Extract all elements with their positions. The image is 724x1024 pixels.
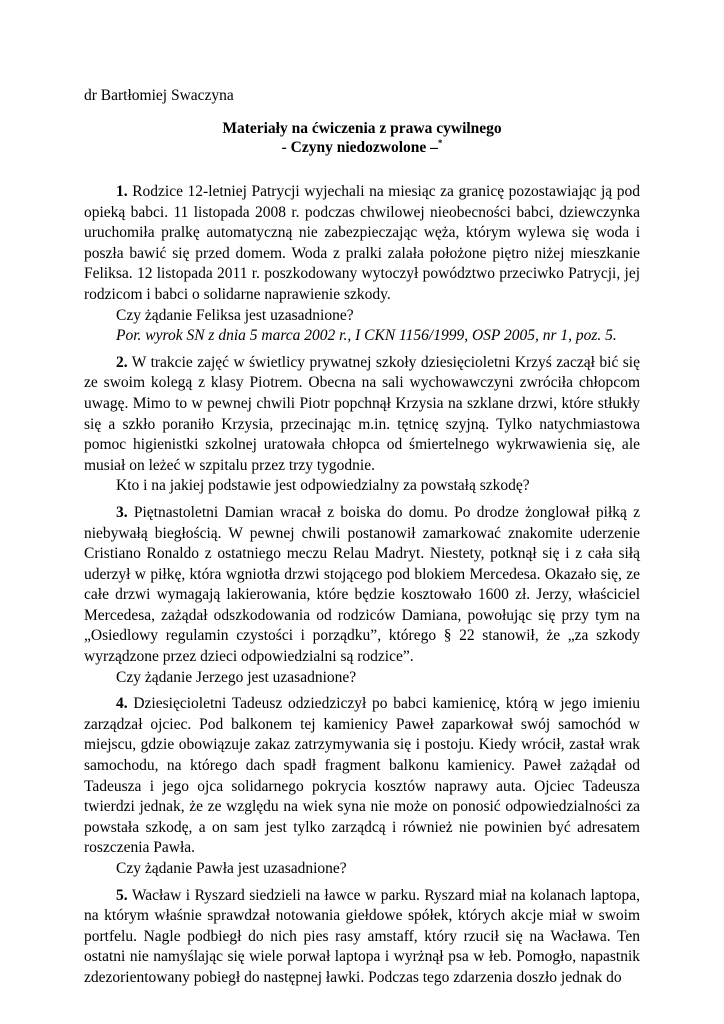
case-3-text: [84, 503, 640, 668]
title-line-2-text: - Czyny niedozwolone –: [281, 139, 438, 156]
case-5-text: [84, 886, 640, 989]
case-3-body: Piętnastoletni Damian wracał z boiska do domu. Po drodze żonglował piłką z niebywałą biegłością. W pewnej chwili postanowił zamarkować znakomite uderzenie Cristiano Ronaldo z ostatniego meczu Relau Madryt. Niestety, potknął się i z cała siłą uderzył w piłkę, która wgniotła drzwi stojącego pod blokiem Mercedesa. Okazało się, ze całe drzwi wymagają lakierowania, które będzie kosztowało 1600 zł. Jerzy, właściciel Mercedesa, zażądał odszkodowania od rodziców Damiana, powołując się przy tym na „Osiedlowy regulamin czystości i porządku”, którego § 22 stanowił, że „za szkody wyrządzone przez dzieci odpowiedzialni są rodzice”.: [84, 503, 640, 666]
case-4-text: [84, 694, 640, 859]
document-body: [84, 182, 640, 989]
case-2-number: 2.: [116, 353, 128, 371]
case-3-question: Czy żądanie Jerzego jest uzasadnione?: [116, 668, 357, 686]
case-1-reference: Por. wyrok SN z dnia 5 marca 2002 r., I CKN 1156/1999, OSP 2005, nr 1, poz. 5.: [116, 327, 617, 345]
case-2-body: W trakcie zajęć w świetlicy prywatnej szkoły dziesięcioletni Krzyś zaczął bić się ze swoim kolegą z klasy Piotrem. Obecna na sali wychowawczyni zwróciła chłopcom uwagę. Mimo to w pewnej chwili Piotr popchnął Krzysia na szklane drzwi, które stłukły się a szkło poraniło Krzysia, przecinając m.in. tętnicę szyjną. Tylko natychmiastowa pomoc higienistki szkolnej uratowała chłopca od śmiertelnego wykrwawienia się, ale musiał on leżeć w szpitalu przez trzy tygodnie.: [84, 353, 640, 474]
case-2-text: [84, 353, 640, 477]
case-1-body: Rodzice 12-letniej Patrycji wyjechali na miesiąc za granicę pozostawiając ją pod opieką babci. 11 listopada 2008 r. podczas chwilowej nieobecności babci, dziewczynka uruchomiła pralkę automatyczną nie zabezpieczając węża, którym wylewa się woda i poszła bawić się przed domem. Woda z pralki zalała położone piętro niżej mieszkanie Feliksa. 12 listopada 2011 r. poszkodowany wytoczył powództwo przeciwko Patrycji, jej rodzicom i babci o solidarne naprawienie szkody.: [84, 183, 640, 303]
case-5-number: 5.: [116, 886, 128, 904]
case-4-question: Czy żądanie Pawła jest uzasadnione?: [116, 860, 347, 877]
author-name: dr Bartłomiej Swaczyna: [84, 87, 234, 104]
case-1-text: [84, 182, 640, 306]
case-1-number: 1.: [116, 183, 128, 200]
title-line-2: [84, 138, 640, 157]
title-line-1: Materiały na ćwiczenia z prawa cywilnego: [222, 120, 502, 137]
case-1-question: Czy żądanie Feliksa jest uzasadnione?: [116, 306, 354, 324]
case-4-number: 4.: [116, 695, 128, 713]
document-title: [84, 119, 640, 157]
case-2-question: Kto i na jakiej podstawie jest odpowiedzialny za powstałą szkodę?: [116, 477, 530, 495]
footnote-mark: *: [437, 138, 443, 148]
case-3-number: 3.: [116, 503, 128, 521]
case-4-body: Dziesięcioletni Tadeusz odziedziczył po babci kamienicę, którą w jego imieniu zarządzał ojciec. Pod balkonem tej kamienicy Paweł zaparkował swój samochód w miejscu, gdzie obowiązuje zakaz zatrzymywania się i postoju. Kiedy wrócił, zastał wrak samochodu, na którego dach spadł fragment balkonu kamienicy. Paweł zażądał od Tadeusza i jego ojca solidarnego pokrycia kosztów naprawy auta. Ojciec Tadeusza twierdzi jednak, że ze względu na wiek syna nie może on ponosić odpowiedzialności za powstała szkodę, a on sam jest tylko zarządcą i również nie powinien być adresatem roszczenia Pawła.: [84, 695, 640, 857]
case-5-body: Wacław i Ryszard siedzieli na ławce w parku. Ryszard miał na kolanach laptopa, na którym właśnie sprawdzał notowania giełdowe spółek, których akcje miał w swoim portfelu. Nagle podbiegł do nich pies rasy amstaff, który rzucił się na Wacława. Ten ostatni nie namyślając się wiele porwał laptopa i wyrżnął psa w łeb. Pomogło, napastnik zdezorientowany pobiegł do następnej ławki. Podczas tego zdarzenia doszło jednak do: [84, 886, 640, 986]
